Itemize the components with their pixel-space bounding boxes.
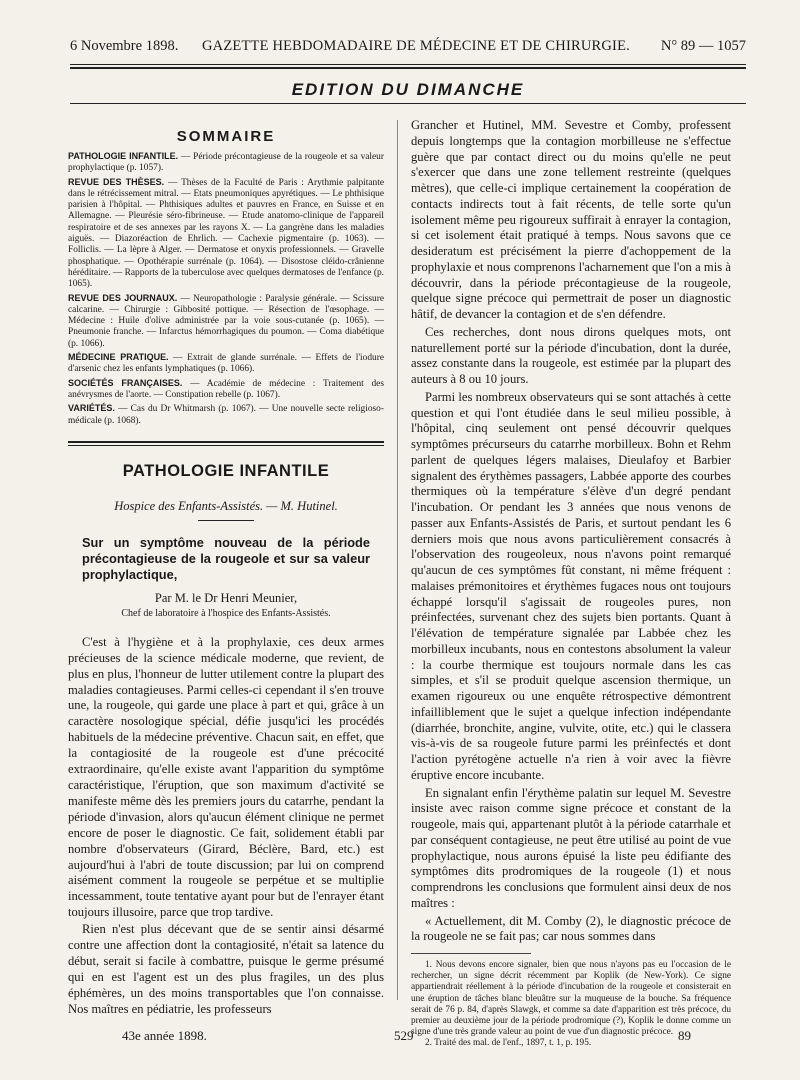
footnote: 1. Nous devons encore signaler, bien que nous n'ayons pas eu l'occasion de le rechercher, un signe décrit récemment par Koplik (de New-York). Ce signe appartiendrait réellement à la période d'incubation de la rougeole et consisterait en une éruption de tâches blanc bleuâtre sur la muqueuse de la bouche. Sa fréquence serait de 76 p. 84, d'après Slawgk, et comme sa date d'apparition est très précoce, du premier au deuxième jour de la période prodromique (?), Koplik le donne comme un signe d'une très grande valeur au point de vue d'un diagnostic précoce. (411, 960, 731, 1038)
article-paragraph: Rien n'est plus décevant que de se sentir ainsi désarmé contre une affection dont la contagiosité, n'était sa latence du début, serait si facile à combattre, puisque le germe présumé qui en est l'agent est un des plus fragiles, un des plus éphémères, un des moins transportables que l'on connaisse. Nos maîtres en pédiatrie, les professeurs (68, 922, 384, 1016)
article-byline-affiliation: Chef de laboratoire à l'hospice des Enfants-Assistés. (121, 607, 331, 619)
header-date: 6 Novembre 1898. (70, 38, 179, 54)
sommaire-entry (68, 378, 384, 402)
sommaire-entry-head: PATHOLOGIE INFANTILE. (68, 151, 179, 161)
short-rule (198, 520, 254, 521)
footer-issue-number: 89 (678, 1028, 691, 1043)
sommaire-title: SOMMAIRE (176, 128, 276, 145)
footnote-rule (411, 953, 531, 954)
article-title: Sur un symptôme nouveau de la période précontagieuse de la rougeole et sur sa valeur prophylactique, (82, 534, 370, 582)
header-rule-thin (70, 64, 746, 65)
column-divider (397, 120, 398, 1000)
article-paragraph: C'est à l'hygiène et à la prophylaxie, ces deux armes précieuses de la science médicale moderne, que revient, de plus en plus, l'honneur de lutter utilement contre la plupart des maladies contagieuses. Parmi celles-ci cependant il s'en trouve une, la rougeole, qui garde une place à part et qui, grâce à un caractère nosologique spécial, défie jusqu'ici les procédés habituels de la médecine préventive. Chacun sait, en effet, que la contagiosité de la rougeole est d'une précocité extraordinaire, qu'elle existe avant l'apparition du symptôme caractéristique, l'éruption, que son maximum d'activité se manifeste même dès les premiers jours du catarrhe, pendant la période d'invasion, alors qu'aucun élément clinique ne permet encore de poser le diagnostic. Ce fait, solidement établi par nombre d'observateurs (Girard, Béclère, Bard, etc.) est aujourd'hui à l'abri de toute discussion; par lui on comprend aisément comment la rougeole se perpétue et se multiplie incessamment, toute tentative ayant pour but de l'enrayer étant toujours illusoire, parce que trop tardive. (68, 634, 384, 920)
section-rule-thick (68, 441, 384, 443)
edition-banner: EDITION DU DIMANCHE (291, 80, 525, 99)
header-page-ref: N° 89 — 1057 (660, 38, 746, 54)
sommaire-entry (68, 352, 384, 376)
sommaire-entry-head: VARIÉTÉS. (68, 403, 115, 414)
right-column (411, 118, 731, 1050)
left-column (68, 118, 384, 1019)
footer-page-number: 529 (394, 1028, 414, 1043)
article-byline: Par M. le Dr Henri Meunier, (154, 590, 298, 605)
sommaire-entry (68, 403, 384, 427)
sommaire-entry (68, 151, 384, 175)
sommaire-entry-head: SOCIÉTÉS FRANÇAISES. (68, 377, 183, 388)
article-paragraph: Parmi les nombreux observateurs qui se sont attachés à cette question et qui l'ont étudiée dans le seul milieu possible, à l'hôpital, cinq seulement ont pensé découvrir quelques symptômes précurseurs du catarrhe morbilleux. Bohn et Rehm parlent de quelques légers malaises, Dieulafoy et Barbier signalent des érythèmes passagers, Labbée apporte des courbes thermiques où la température s'élève d'un degré pendant l'incubation. Or pendant les 3 années que nous venons de passer aux Enfants-Assistés de Paris, et surtout pendant les 6 derniers mois que nous avons particulièrement consacrés à l'observation des rougeoleux, nous n'avons point remarqué qu'aucun de ces symptômes fût constant, ni même fréquent : malaises prémonitoires et érythèmes fugaces nous ont toujours échappé lorsqu'il s'agissait de rougeoles pures, non préinfectées, survenant chez des sujets bien portants. Quant à l'élévation de température signalée par Labbée chez les morbilleux incubants, nous en contestons absolument la valeur : la courbe thermique est toujours normale dans les cas simples, et s'il se produit quelque ascension thermique, un examen rigoureux ou une enquête rétrospective démontrent infailliblement que le sujet a quelque infection indépendante (diarrhée, bronchite, angine, vulvite, otite, etc.) qui le classera vis-à-vis de sa rougeole future parmi les préinfectés et dont l'action pyrétogène actuelle n'a rien à voir avec la fièvre éruptive encore incubante. (411, 389, 731, 782)
edition-rule (70, 103, 746, 104)
sommaire-entry-text: — Période précontagieuse de la rougeole et sa valeur prophylactique (p. 1057). (68, 152, 384, 174)
sommaire-entry-text: — Thèses de la Faculté de Paris : Arythmie palpitante dans le rétrécissement mitral. — Etats pneumoniques apyrétiques. — Le phthisique parisien à l'hôpital. — Phthisiques adultes et pauvres en France, en Suisse et en Allemagne. — Pleurésie séro-fibrineuse. — Etude anatomo-clinique de l'appareil respiratoire et de ses annexes par les rayons X. — La gangrène dans les maladies aiguës. — Diazoréaction de Ehrlich. — Cachexie pigmentaire (p. 1063). — Folliclis. — La lèpre à Alger. — Dermatose et onyxis professionnels. — Gravelle phosphatique. — Opothérapie surrénale (p. 1064). — Disostose cléido-crânienne héréditaire. — Rapports de la tuberculose avec quelques dermatoses de l'enfance (p. 1065). (68, 177, 384, 290)
article-paragraph: Ces recherches, dont nous dirons quelques mots, ont naturellement porté sur la période d'incubation, dont la durée, assez constante dans la rougeole, est estimée par la plupart des auteurs à 8 ou 10 jours. (411, 324, 731, 386)
footnote: 2. Traité des mal. de l'enf., 1897, t. 1, p. 195. (425, 1038, 592, 1049)
sommaire-entry (68, 293, 384, 350)
section-rule-thin (68, 445, 384, 446)
sommaire-entry-text: — Extrait de glande surrénale. — Effets de l'iodure d'arsenic chez les enfants lymphatiques (p. 1066). (68, 353, 385, 375)
sommaire-entry-text: — Cas du Dr Whitmarsh (p. 1067). — Une nouvelle secte religioso-médicale (p. 1068). (68, 404, 384, 426)
sommaire-entry-head: REVUE DES JOURNAUX. (68, 292, 178, 303)
sommaire-entry (68, 177, 384, 291)
article-paragraph: Grancher et Hutinel, MM. Sevestre et Comby, professent depuis longtemps que la contagion morbilleuse ne s'effectue guère que par contact direct ou du moins qu'elle ne peut s'exercer que dans une zone tellement restreinte (quelques mètres), que celle-ci implique certainement la coopération de contacts indirects tout à fait récents, de telle sorte qu'un isolement même peu rigoureux suffirait à enrayer la contagion, si cet isolement était pratiqué à temps. Nous savons que ce desideratum est précisément la pierre d'achoppement de la prophylaxie et nous comprenons l'acharnement que l'on a mis à découvrir, dans la période précontagieuse de la rougeole, quelque signe précoce qui permettrait de poser un diagnostic hâtif, de devancer la contagion et de s'en défendre. (411, 118, 731, 321)
header-rule-thick (70, 67, 746, 69)
sommaire-entry-text: — Neuropathologie : Paralysie générale. — Scissure calcarine. — Chirurgie : Gibbosité pottique. — Résection de l'œsophage. — Médecine : Huile d'olive administrée par la voie sous-cutanée (p. 1065). — Pneumonie franche. — Infarctus hémorrhagiques du poumon. — Coma diabétique (p. 1066). (68, 293, 384, 349)
sommaire-list (68, 151, 384, 427)
running-header (70, 38, 746, 60)
hospice-line: Hospice des Enfants-Assistés. — M. Hutinel. (114, 498, 338, 513)
sommaire-entry-head: REVUE DES THÈSES. (68, 176, 165, 187)
article-paragraph: En signalant enfin l'érythème palatin sur lequel M. Sevestre insiste avec raison comme signe précoce et constant de la rougeole, mais qui, appartenant plutôt à la période catarrhale et par conséquent contagieuse, ne peut être utilisé au point de vue prophylactique, nous aurons épuisé la liste peu édifiante des symptômes dits prodromiques de la rougeole (1) et nous comprendrons les conclusions que formulent ainsi deux de nos maîtres : (411, 785, 731, 910)
sommaire-entry-text: — Académie de médecine : Traitement des anévrysmes de l'aorte. — Constipation rebelle (p. 1067). (68, 378, 384, 400)
section-title: PATHOLOGIE INFANTILE (122, 461, 330, 480)
header-journal-title: GAZETTE HEBDOMADAIRE DE MÉDECINE ET DE CHIRURGIE. (202, 38, 630, 54)
article-paragraph: « Actuellement, dit M. Comby (2), le diagnostic précoce de la rougeole ne se fait pas; car nous sommes dans (411, 913, 731, 944)
sommaire-entry-head: MÉDECINE PRATIQUE. (68, 352, 169, 363)
footer-year: 43e année 1898. (122, 1028, 207, 1043)
